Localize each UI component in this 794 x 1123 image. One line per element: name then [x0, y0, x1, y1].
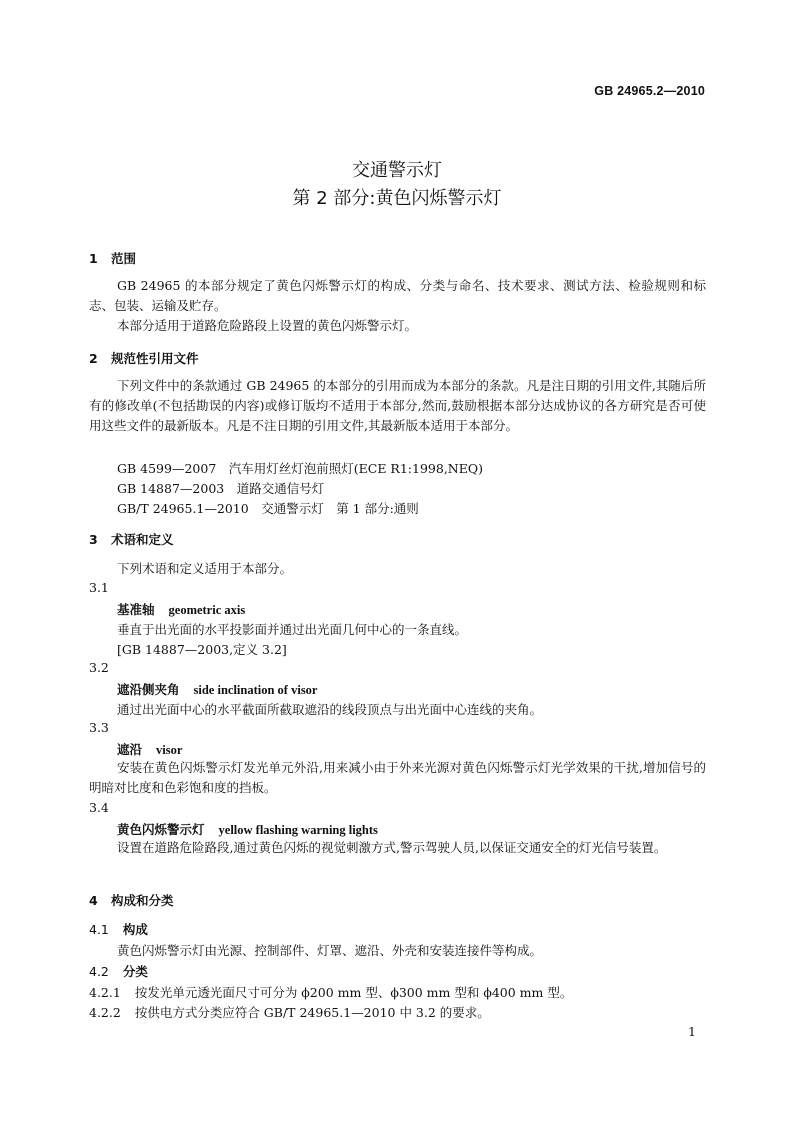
- document-title: 交通警示灯: [352, 160, 442, 181]
- section-number: 2: [89, 351, 98, 366]
- term-heading: [117, 740, 182, 758]
- document-subtitle: 第 2 部分:黄色闪烁警示灯: [292, 188, 502, 209]
- term-heading: [117, 680, 317, 698]
- section-1-paragraph-2: 本部分适用于道路危险路段上设置的黄色闪烁警示灯。: [117, 318, 418, 333]
- clause-4-2-1: [89, 983, 572, 1001]
- reference-item: GB 14887—2003 道路交通信号灯: [117, 481, 325, 496]
- term-definition: 通过出光面中心的水平截面所截取遮沿的线段顶点与出光面中心连线的夹角。: [117, 702, 543, 717]
- term-number: 3.3: [89, 720, 109, 735]
- term-cn: 基准轴: [117, 602, 155, 617]
- clause-number: 4.2.2: [89, 1005, 121, 1020]
- term-number: 3.4: [89, 800, 109, 815]
- section-2-heading: [89, 349, 199, 367]
- clause-4-1-heading: [89, 920, 148, 938]
- term-en: yellow flashing warning lights: [218, 823, 378, 837]
- term-cn: 黄色闪烁警示灯: [117, 822, 205, 837]
- page-number: 1: [688, 1024, 696, 1039]
- section-title: 构成和分类: [111, 893, 174, 908]
- clause-title: 分类: [122, 964, 148, 979]
- section-1-heading: [89, 249, 136, 267]
- clause-4-1-text: 黄色闪烁警示灯由光源、控制部件、灯罩、遮沿、外壳和安装连接件等构成。: [117, 943, 543, 958]
- term-en: side inclination of visor: [193, 683, 318, 697]
- term-en: geometric axis: [168, 603, 246, 617]
- clause-text: 按供电方式分类应符合 GB/T 24965.1—2010 中 3.2 的要求。: [134, 1005, 490, 1020]
- standard-number: GB 24965.2—2010: [594, 84, 705, 98]
- term-heading: [117, 820, 378, 838]
- section-title: 范围: [111, 251, 137, 266]
- term-cn: 遮沿: [117, 742, 143, 757]
- term-definition: 安装在黄色闪烁警示灯发光单元外沿,用来减小由于外来光源对黄色闪烁警示灯光学效果的干扰,增加信号的明暗对比度和色彩饱和度的挡板。: [89, 760, 706, 795]
- term-en: visor: [156, 743, 183, 757]
- term-heading: [117, 600, 245, 618]
- section-4-heading: [89, 891, 174, 909]
- section-title: 术语和定义: [111, 532, 174, 547]
- term-definition: 垂直于出光面的水平投影面并通过出光面几何中心的一条直线。: [117, 622, 468, 637]
- reference-item: GB/T 24965.1—2010 交通警示灯 第 1 部分:通则: [117, 501, 419, 516]
- clause-number: 4.2.1: [89, 985, 121, 1000]
- reference-item: GB 4599—2007 汽车用灯丝灯泡前照灯(ECE R1:1998,NEQ): [117, 461, 483, 476]
- section-3-intro: 下列术语和定义适用于本部分。: [117, 561, 293, 576]
- clause-title: 构成: [122, 922, 148, 937]
- term-number: 3.1: [89, 580, 109, 595]
- term-definition: 设置在道路危险路段,通过黄色闪烁的视觉刺激方式,警示驾驶人员,以保证交通安全的灯光信号装置。: [117, 840, 667, 855]
- term-cn: 遮沿侧夹角: [117, 682, 180, 697]
- clause-4-2-heading: [89, 962, 148, 980]
- section-title: 规范性引用文件: [111, 351, 199, 366]
- section-2-paragraph: 下列文件中的条款通过 GB 24965 的本部分的引用而成为本部分的条款。凡是注日期的引用文件,其随后所有的修改单(不包括勘误的内容)或修订版均不适用于本部分,然而,鼓励根据本部分达成协议的各方研究是否可使用这些文件的最新版本。凡是不注日期的引用文件,其最新版本适用于本部分。: [89, 378, 706, 433]
- section-3-heading: [89, 530, 174, 548]
- clause-number: 4.2: [89, 964, 109, 979]
- clause-text: 按发光单元透光面尺寸可分为 ϕ200 mm 型、ϕ300 mm 型和 ϕ400 mm 型。: [134, 985, 573, 1000]
- section-number: 1: [89, 251, 98, 266]
- clause-4-2-2: [89, 1003, 490, 1021]
- term-source: [GB 14887—2003,定义 3.2]: [117, 642, 287, 657]
- section-number: 4: [89, 893, 98, 908]
- clause-number: 4.1: [89, 922, 109, 937]
- section-1-paragraph-1: GB 24965 的本部分规定了黄色闪烁警示灯的构成、分类与命名、技术要求、测试方法、检验规则和标志、包装、运输及贮存。: [89, 278, 706, 313]
- term-number: 3.2: [89, 660, 109, 675]
- section-number: 3: [89, 532, 98, 547]
